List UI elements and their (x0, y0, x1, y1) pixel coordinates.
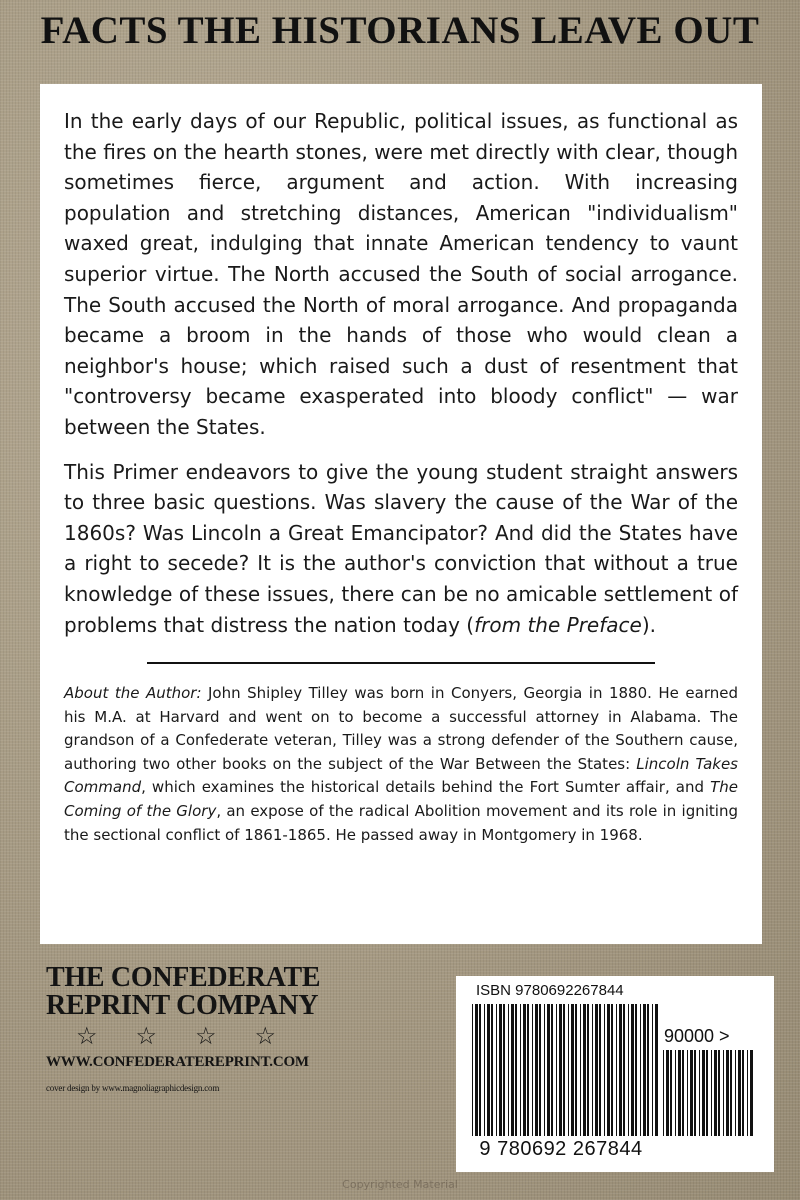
barcode-bar (583, 1004, 586, 1136)
barcode-bar (568, 1004, 569, 1136)
barcode-box (456, 976, 774, 1172)
barcode-bar (678, 1050, 681, 1136)
barcode-bar (682, 1050, 684, 1136)
blurb-paragraph-1: In the early days of our Republic, political issues, as functional as the fires on the hearth stones, were met directly with clear, though sometimes fierce, argument and action. With increasing population and stretching distances, American "individualism" waxed great, indulging that innate American tendency to vaunt superior virtue. The North accused the South of social arrogance. The South accused the North of moral arrogance. And propaganda became a broom in the hands of those who would clean a neighbor's house; which raised such a dust of resentment that "controversy became exasperated into bloody conflict" — war between the States. (64, 109, 738, 439)
barcode-bar (527, 1004, 529, 1136)
description-panel (40, 84, 762, 944)
blurb-paragraph-2 (64, 457, 738, 641)
barcode-bar (551, 1004, 553, 1136)
barcode-bar (640, 1004, 641, 1136)
barcode-bar (556, 1004, 557, 1136)
ean-barcode-icon (472, 1004, 662, 1136)
barcode-bar (547, 1004, 550, 1136)
barcode-bar (655, 1004, 658, 1136)
barcode-bar (571, 1004, 574, 1136)
star-row-icon: ☆☆☆☆ (76, 1024, 315, 1050)
barcode-bar (604, 1004, 605, 1136)
barcode-bar (559, 1004, 562, 1136)
barcode-bar (520, 1004, 521, 1136)
price-code: 90000 > (664, 1026, 730, 1046)
barcode-bar (503, 1004, 505, 1136)
barcode-bar (647, 1004, 649, 1136)
barcode-bar (472, 1004, 473, 1136)
barcode-bar (702, 1050, 705, 1136)
cover-design-credit: cover design by www.magnoliagraphicdesign.com (46, 1083, 220, 1093)
blurb-paragraph-2-end: ). (641, 612, 656, 637)
about-author (64, 682, 738, 847)
barcode-bar (544, 1004, 545, 1136)
copyright-watermark: Copyrighted Material (342, 1178, 458, 1191)
barcode-bar (592, 1004, 593, 1136)
barcode-bar (575, 1004, 577, 1136)
barcode-bar (652, 1004, 653, 1136)
barcode-bar (515, 1004, 517, 1136)
barcode-bar (532, 1004, 533, 1136)
barcode-bar (666, 1050, 669, 1136)
barcode-bar (738, 1050, 741, 1136)
barcode-bar (670, 1050, 672, 1136)
barcode-bar (491, 1004, 493, 1136)
barcode-bar (735, 1050, 736, 1136)
barcode-bar (623, 1004, 625, 1136)
barcode-bar (607, 1004, 610, 1136)
publisher-url: WWW.CONFEDERATEREPRINT.COM (46, 1054, 309, 1070)
book-title-lincoln-takes-command: Lincoln Takes Command (64, 754, 738, 797)
about-author-text-1: John Shipley Tilley was born in Conyers, Georgia in 1880. He earned his M.A. at Harvard and went on to become a successful attorney in Alabama. The grandson of a Confederate veteran, Tilley was a strong defender of the Southern cause, authoring two other books on the subject of the War Between the States: (64, 684, 738, 773)
barcode-bar (711, 1050, 712, 1136)
barcode-bar (535, 1004, 538, 1136)
barcode-bar (619, 1004, 622, 1136)
publisher-name-line-2: REPRINT COMPANY (46, 990, 319, 1021)
barcode-bar (523, 1004, 526, 1136)
cover-title: FACTS THE HISTORIANS LEAVE OUT (40, 9, 760, 52)
isbn-digits: 9 780692 267844 (479, 1138, 643, 1160)
barcode-bar (475, 1004, 478, 1136)
blurb-paragraph-2-text: This Primer endeavors to give the young student straight answers to three basic questions. Was slavery the cause of the War of the 1860s? Was Lincoln a Great Emancipator? And did the States have a right to secede? It is the author's conviction that without a true knowledge of these issues, there can be no amicable settlement of problems that distress the nation today ( (64, 459, 738, 637)
barcode-bar (595, 1004, 598, 1136)
barcode-bar (730, 1050, 732, 1136)
barcode-bar (699, 1050, 700, 1136)
barcode-bar (747, 1050, 748, 1136)
barcode-bar (690, 1050, 693, 1136)
barcode-bar (675, 1050, 676, 1136)
barcode-bar (726, 1050, 729, 1136)
price-barcode-icon (663, 1050, 755, 1136)
barcode-bar (499, 1004, 502, 1136)
barcode-bar (723, 1050, 724, 1136)
about-author-label: About the Author: (64, 684, 202, 703)
barcode-bar (742, 1050, 744, 1136)
barcode-bar (496, 1004, 497, 1136)
barcode-bar (611, 1004, 613, 1136)
publisher-name-line-1: THE CONFEDERATE (46, 962, 321, 993)
barcode-bar (631, 1004, 634, 1136)
barcode-bar (479, 1004, 481, 1136)
barcode-bar (750, 1050, 753, 1136)
barcode-bar (539, 1004, 541, 1136)
barcode-bar (587, 1004, 589, 1136)
barcode-bar (706, 1050, 708, 1136)
barcode-bar (718, 1050, 720, 1136)
about-author-text-2: , which examines the historical details behind the Fort Sumter affair, and (141, 778, 711, 797)
barcode-bar (511, 1004, 514, 1136)
barcode-bar (508, 1004, 509, 1136)
barcode-bar (628, 1004, 629, 1136)
barcode-bar (635, 1004, 637, 1136)
publisher-logo (46, 964, 366, 1093)
preface-citation: from the Preface (474, 612, 642, 637)
barcode-bar (714, 1050, 717, 1136)
barcode-bar (694, 1050, 696, 1136)
barcode-bar (563, 1004, 565, 1136)
isbn-label: ISBN 9780692267844 (476, 982, 624, 999)
barcode-bar (599, 1004, 601, 1136)
barcode-bar (663, 1050, 664, 1136)
barcode-bar (616, 1004, 617, 1136)
barcode-bar (484, 1004, 485, 1136)
barcode-bar (643, 1004, 646, 1136)
about-author-text-3: , an expose of the radical Abolition movement and its role in igniting the sectional conflict of 1861-1865. He passed away in Montgomery in 1968. (64, 802, 738, 844)
barcode-bar (580, 1004, 581, 1136)
barcode-bar (687, 1050, 688, 1136)
barcode-bar (487, 1004, 490, 1136)
book-title-coming-of-the-glory: The Coming of the Glory (64, 778, 738, 821)
divider-rule (147, 662, 655, 664)
